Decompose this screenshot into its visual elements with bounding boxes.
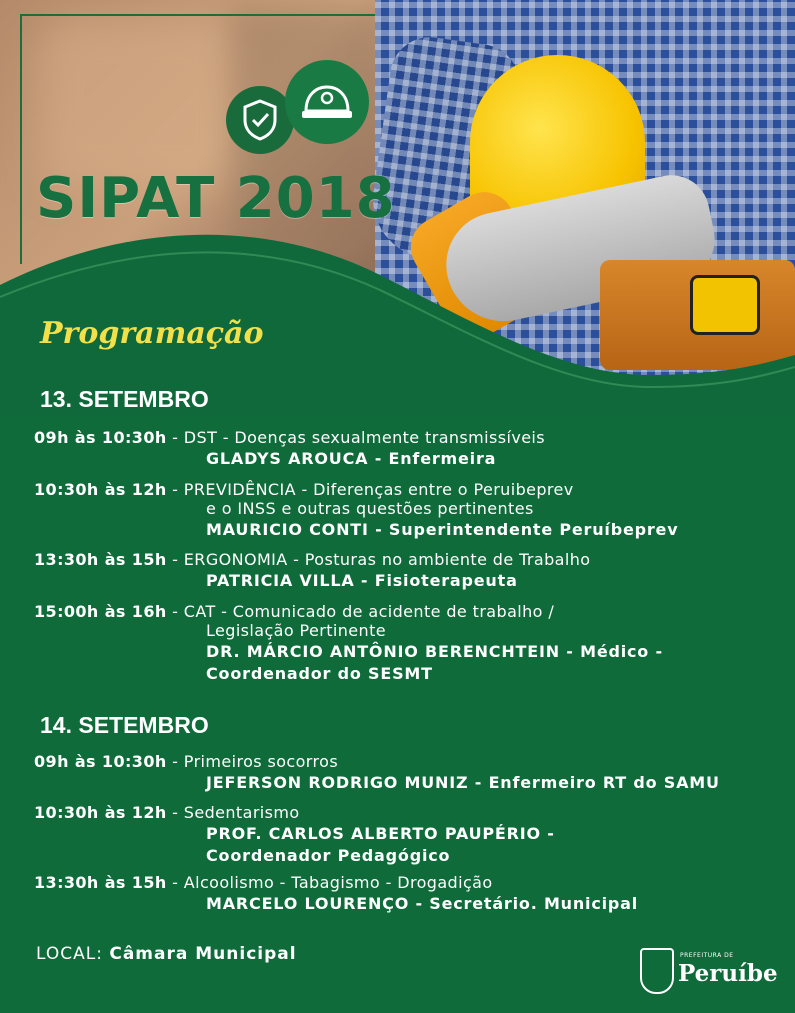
schedule-entry: 09h às 10:30h - Primeiros socorros JEFERSON RODRIGO MUNIZ - Enfermeiro RT do SAMU bbox=[34, 752, 775, 793]
entry-time: 09h às 10:30h bbox=[34, 752, 167, 771]
day-heading-1: 13. SETEMBRO bbox=[40, 386, 209, 412]
schedule-entry: 10:30h às 12h - PREVIDÊNCIA - Diferenças entre o Peruibeprev e o INSS e outras questões pertinentes MAURICIO CONTI - Superintendente Peruíbeprev bbox=[34, 480, 775, 540]
entry-time: 13:30h às 15h bbox=[34, 873, 167, 892]
program-subtitle: Programação bbox=[40, 316, 264, 351]
entry-time: 09h às 10:30h bbox=[34, 428, 167, 447]
entry-speaker: JEFERSON RODRIGO MUNIZ - Enfermeiro RT do SAMU bbox=[206, 773, 720, 792]
coat-of-arms-icon bbox=[640, 948, 674, 994]
schedule-entry: 13:30h às 15h - ERGONOMIA - Posturas no ambiente de Trabalho PATRICIA VILLA - Fisioterapeuta bbox=[34, 550, 775, 591]
schedule-entry: 15:00h às 16h - CAT - Comunicado de acidente de trabalho / Legislação Pertinente DR. MÁRCIO ANTÔNIO BERENCHTEIN - Médico - Coordenador do SESMT bbox=[34, 602, 775, 684]
city-hall-logo bbox=[640, 948, 785, 998]
entry-topic: ERGONOMIA - Posturas no ambiente de Trabalho bbox=[183, 550, 591, 569]
entry-topic: PREVIDÊNCIA - Diferenças entre o Peruibeprev bbox=[183, 480, 574, 499]
entry-topic: Legislação Pertinente bbox=[206, 621, 387, 640]
entry-speaker: Coordenador Pedagógico bbox=[206, 846, 451, 865]
entry-speaker: PATRICIA VILLA - Fisioterapeuta bbox=[206, 571, 518, 590]
entry-speaker: DR. MÁRCIO ANTÔNIO BERENCHTEIN - Médico - bbox=[206, 642, 663, 661]
entry-time: 10:30h às 12h bbox=[34, 480, 167, 499]
logo-name: Peruíbe bbox=[678, 960, 778, 987]
entry-topic: Sedentarismo bbox=[183, 803, 300, 822]
entry-topic: Primeiros socorros bbox=[183, 752, 339, 771]
event-location bbox=[36, 944, 297, 964]
entry-topic: Alcoolismo - Tabagismo - Drogadição bbox=[183, 873, 493, 892]
entry-time: 15:00h às 16h bbox=[34, 602, 167, 621]
entry-topic: CAT - Comunicado de acidente de trabalho / bbox=[183, 602, 555, 621]
entry-speaker: GLADYS AROUCA - Enfermeira bbox=[206, 449, 497, 468]
location-value: Câmara Municipal bbox=[109, 944, 297, 964]
page-title: SIPAT 2018 bbox=[36, 166, 396, 231]
entry-topic: DST - Doenças sexualmente transmissíveis bbox=[183, 428, 546, 447]
green-wave bbox=[0, 215, 795, 415]
entry-speaker: PROF. CARLOS ALBERTO PAUPÉRIO - bbox=[206, 824, 555, 843]
entry-speaker: MAURICIO CONTI - Superintendente Peruíbeprev bbox=[206, 520, 679, 539]
shield-check-icon bbox=[226, 86, 294, 154]
entry-time: 13:30h às 15h bbox=[34, 550, 167, 569]
entry-time: 10:30h às 12h bbox=[34, 803, 167, 822]
day-heading-2: 14. SETEMBRO bbox=[40, 712, 209, 738]
entry-speaker: Coordenador do SESMT bbox=[206, 664, 433, 683]
schedule-entry: 13:30h às 15h - Alcoolismo - Tabagismo - Drogadição MARCELO LOURENÇO - Secretário. Municipal bbox=[34, 873, 775, 914]
logo-caption: PREFEITURA DE bbox=[680, 952, 734, 959]
hard-hat-icon bbox=[285, 60, 369, 144]
entry-speaker: MARCELO LOURENÇO - Secretário. Municipal bbox=[206, 894, 639, 913]
schedule-entry: 10:30h às 12h - Sedentarismo PROF. CARLOS ALBERTO PAUPÉRIO - Coordenador Pedagógico bbox=[34, 803, 775, 866]
schedule-entry: 09h às 10:30h - DST - Doenças sexualmente transmissíveis GLADYS AROUCA - Enfermeira bbox=[34, 428, 775, 469]
location-label: LOCAL: bbox=[36, 944, 103, 964]
entry-topic: e o INSS e outras questões pertinentes bbox=[206, 499, 534, 518]
